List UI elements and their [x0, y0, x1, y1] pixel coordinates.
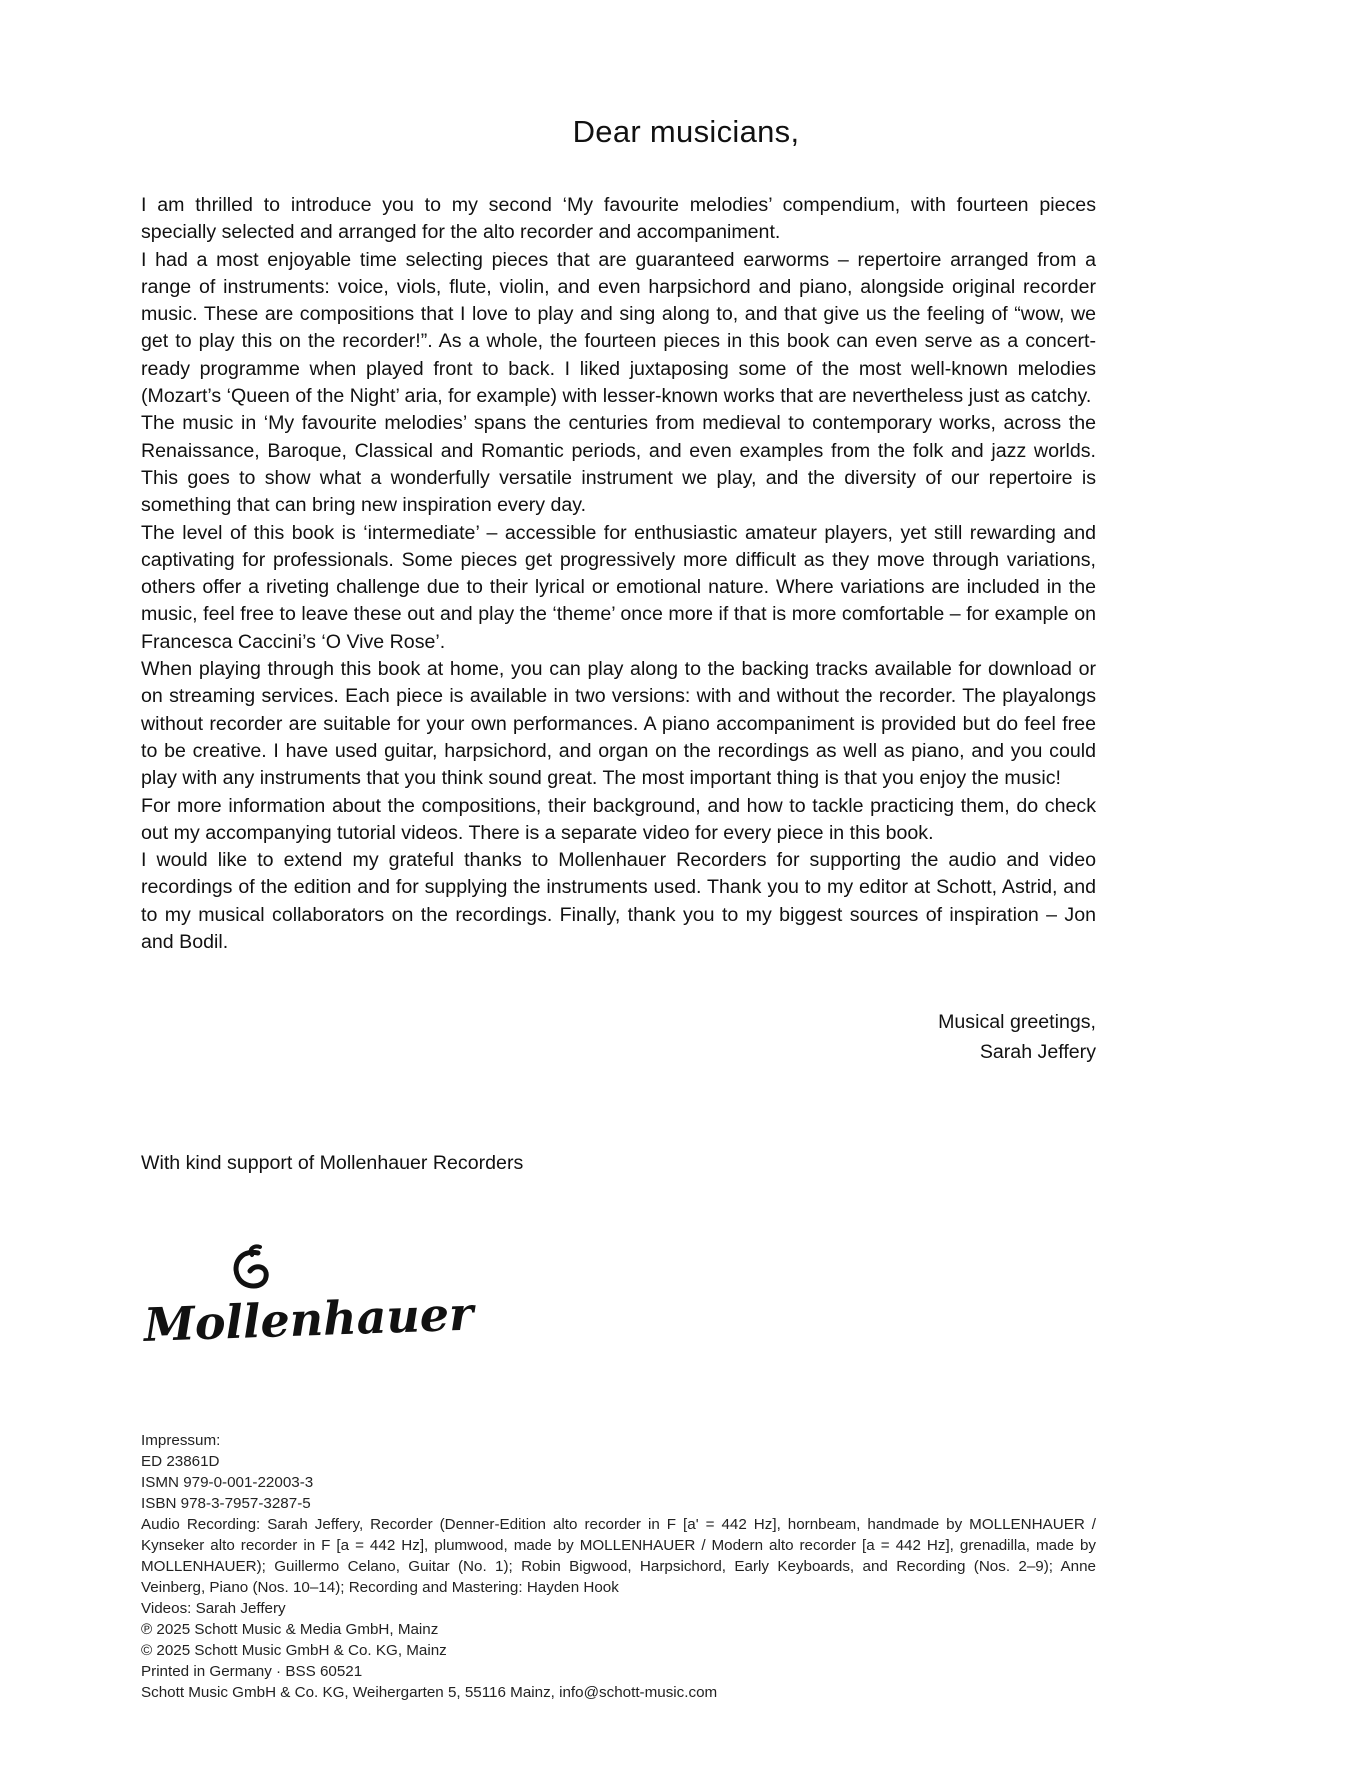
page-title: Dear musicians,: [572, 114, 800, 149]
impressum-ismn: ISMN 979-0-001-22003-3: [141, 1474, 314, 1491]
letter-body: [141, 192, 1096, 956]
logo-wordmark: Mollenhauer: [142, 1286, 475, 1353]
signoff: [141, 1007, 1096, 1067]
paragraph: I am thrilled to introduce you to my second ‘My favourite melodies’ compendium, with fourteen pieces specially selected and arranged for the alto recorder and accompaniment.: [141, 194, 1096, 244]
impressum-copyright: © 2025 Schott Music GmbH & Co. KG, Mainz: [141, 1642, 447, 1659]
paragraph: The level of this book is ‘intermediate’ – accessible for enthusiastic amateur players, yet still rewarding and captivating for professionals. Some pieces get progressively more difficult as they move through variations, others offer a riveting challenge due to their lyrical or emotional nature. Where variations are included in the music, feel free to leave these out and play the ‘theme’ once more if that is more comfortable – for example on Francesca Caccini’s ‘O Vive Rose’.: [141, 521, 1096, 653]
paragraph: When playing through this book at home, you can play along to the backing tracks available for download or on streaming services. Each piece is available in two versions: with and without the recorder. The playalongs without recorder are suitable for your own performances. A piano accompaniment is provided but do feel free to be creative. I have used guitar, harpsichord, and organ on the recordings as well as piano, and you could play with any instruments that you think sound great. The most important thing is that you enjoy the music!: [141, 658, 1096, 790]
impressum-phonogram: ℗ 2025 Schott Music & Media GmbH, Mainz: [141, 1621, 439, 1638]
impressum-videos: Videos: Sarah Jeffery: [141, 1600, 286, 1617]
impressum-heading: Impressum:: [141, 1432, 221, 1449]
paragraph: I had a most enjoyable time selecting pieces that are guaranteed earworms – repertoire arranged from a range of instruments: voice, viols, flute, violin, and even harpsichord and piano, alongside original recorder music. These are compositions that I love to play and sing along to, and that give us the feeling of “wow, we get to play this on the recorder!”. As a whole, the fourteen pieces in this book can even serve as a concert-ready programme when played front to back. I liked juxtaposing some of the most well-known melodies (Mozart’s ‘Queen of the Night’ aria, for example) with lesser-known works that are nevertheless just as catchy.: [141, 248, 1096, 408]
impressum-edition: ED 23861D: [141, 1453, 220, 1470]
paragraph: I would like to extend my grateful thanks to Mollenhauer Recorders for supporting the audio and video recordings of the edition and for supplying the instruments used. Thank you to my editor at Schott, Astrid, and to my musical collaborators on the recordings. Finally, thank you to my biggest sources of inspiration – Jon and Bodil.: [141, 849, 1096, 954]
impressum: [141, 1430, 1096, 1703]
impressum-isbn: ISBN 978-3-7957-3287-5: [141, 1495, 311, 1512]
paragraph: The music in ‘My favourite melodies’ spans the centuries from medieval to contemporary works, across the Renaissance, Baroque, Classical and Romantic periods, and even examples from the folk and jazz worlds. This goes to show what a wonderfully versatile instrument we play, and the diversity of our repertoire is something that can bring new inspiration every day.: [141, 412, 1096, 517]
signoff-name: Sarah Jeffery: [979, 1041, 1096, 1063]
mollenhauer-logo: [140, 1245, 475, 1355]
impressum-printed: Printed in Germany · BSS 60521: [141, 1663, 363, 1680]
impressum-address: Schott Music GmbH & Co. KG, Weihergarten 5, 55116 Mainz, info@schott-music.com: [141, 1684, 718, 1701]
impressum-audio: Audio Recording: Sarah Jeffery, Recorder (Denner-Edition alto recorder in F [a' = 442 Hz], hornbeam, handmade by MOLLENHAUER / Kynseker alto recorder in F [a = 442 Hz], plumwood, made by MOLLENHAUER / Modern alto recorder [a = 442 Hz], grenadilla, made by MOLLENHAUER); Guillermo Celano, Guitar (No. 1); Robin Bigwood, Harpsichord, Early Keyboards, and Recording (Nos. 2–9); Anne Veinberg, Piano (Nos. 10–14); Recording and Mastering: Hayden Hook: [141, 1516, 1096, 1596]
signoff-greeting: Musical greetings,: [938, 1011, 1096, 1033]
paragraph: For more information about the compositions, their background, and how to tackle practicing them, do check out my accompanying tutorial videos. There is a separate video for every piece in this book.: [141, 794, 1096, 844]
support-line: With kind support of Mollenhauer Recorders: [141, 1152, 524, 1174]
